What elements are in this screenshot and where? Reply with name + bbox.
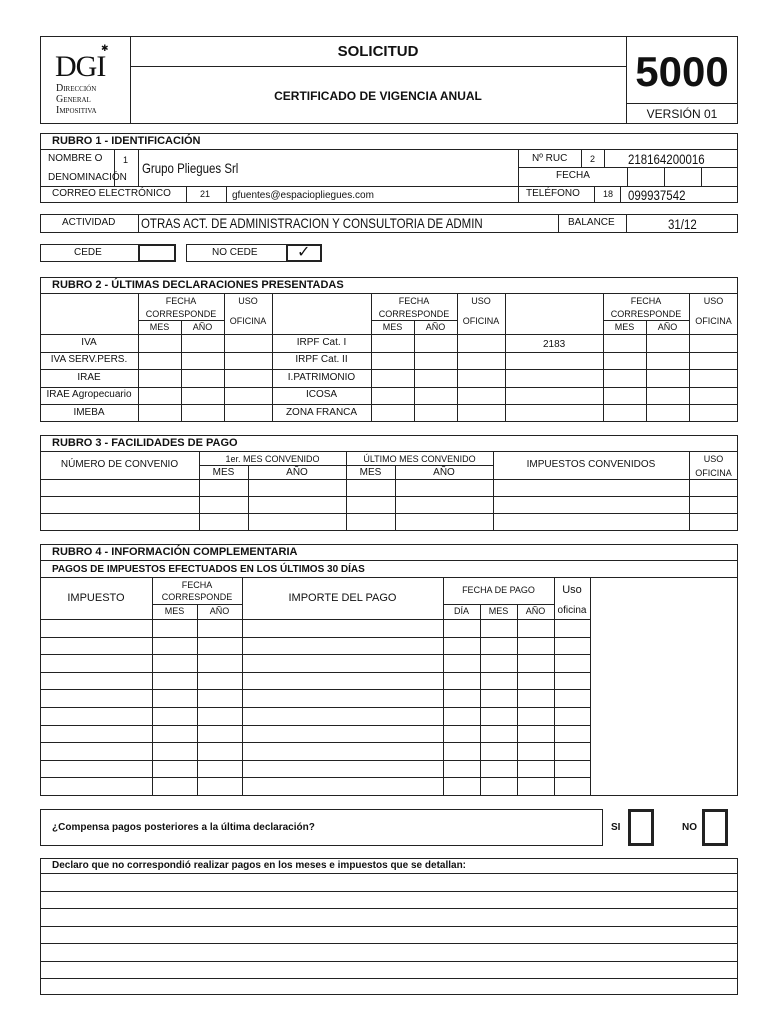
r2-oficina-1: OFICINA: [229, 316, 267, 326]
r2-oficina-3: OFICINA: [695, 316, 732, 326]
logo-sun-icon: ✱: [101, 43, 109, 53]
r2-tax-irpf-1: IRPF Cat. I: [296, 337, 347, 348]
nombre-label-2: DENOMINACIÓN: [48, 172, 127, 183]
r4-mes-2: MES: [488, 606, 509, 616]
nombre-code: 1: [123, 155, 129, 165]
balance-value[interactable]: 31/12: [668, 216, 697, 232]
no-cede-label: NO CEDE: [212, 247, 258, 258]
r2-uso-1: USO: [238, 296, 258, 306]
ruc-value[interactable]: 218164200016: [628, 151, 705, 167]
si-checkbox[interactable]: [628, 809, 654, 846]
cede-label: CEDE: [74, 247, 102, 258]
correo-value[interactable]: gfuentes@espaciopliegues.com: [232, 190, 374, 201]
r2-tax-patrimonio: I.PATRIMONIO: [287, 372, 356, 383]
r4-fecha-label: FECHA: [181, 580, 213, 590]
r3-mes-2: MES: [359, 467, 382, 478]
actividad-value[interactable]: OTRAS ACT. DE ADMINISTRACION Y CONSULTORIA DE ADMIN: [141, 215, 483, 231]
r2-tax-iva-serv: IVA SERV.PERS.: [50, 354, 128, 365]
compensa-question: ¿Compensa pagos posteriores a la última declaración?: [52, 822, 315, 833]
ruc-label: Nº RUC: [532, 153, 568, 164]
r2-tax-icosa: ICOSA: [305, 389, 338, 400]
form-version: VERSIÓN 01: [646, 107, 718, 121]
r2-corresponde-2: CORRESPONDE: [378, 309, 450, 319]
rubro-4-subheading: PAGOS DE IMPUESTOS EFECTUADOS EN LOS ÚLTIMOS 30 DÍAS: [52, 564, 365, 575]
logo-line-1: Dirección: [56, 83, 97, 94]
rubro-3-box: [40, 435, 738, 531]
telefono-label: TELÉFONO: [526, 188, 580, 199]
r3-ano-1: AÑO: [286, 467, 308, 478]
logo-line-2: General: [56, 94, 91, 105]
r4-dia-label: DÍA: [453, 606, 469, 616]
correo-code: 21: [200, 189, 211, 199]
r2-tax-imeba: IMEBA: [73, 407, 105, 418]
r3-ultimo-mes-label: ÚLTIMO MES CONVENIDO: [363, 454, 476, 464]
r3-uso-label: USO: [703, 454, 724, 464]
form-number: 5000: [635, 48, 729, 95]
r3-ano-2: AÑO: [433, 467, 455, 478]
r4-impuesto-label: IMPUESTO: [67, 592, 125, 604]
form-title: SOLICITUD: [337, 43, 419, 60]
nombre-label-1: NOMBRE O: [48, 153, 103, 164]
dgi-logo: DGI: [55, 50, 106, 83]
telefono-code: 18: [603, 189, 614, 199]
r4-oficina-label: oficina: [557, 605, 587, 616]
r2-col3-value[interactable]: 2183: [543, 339, 566, 350]
fecha-label: FECHA: [556, 170, 590, 181]
r2-mes-2: MES: [382, 322, 403, 332]
r3-primer-mes-label: 1er. MES CONVENIDO: [225, 454, 320, 464]
r3-oficina-label: OFICINA: [695, 468, 732, 478]
actividad-label: ACTIVIDAD: [62, 217, 116, 228]
r2-tax-iva: IVA: [81, 337, 97, 348]
r4-fecha-pago-label: FECHA DE PAGO: [462, 585, 535, 595]
r2-tax-zona-franca: ZONA FRANCA: [285, 407, 358, 418]
rubro-1-heading: RUBRO 1 - IDENTIFICACIÓN: [52, 135, 201, 147]
telefono-value[interactable]: 099937542: [628, 187, 686, 203]
r2-fecha-3: FECHA: [630, 296, 662, 306]
r4-ano-1: AÑO: [209, 606, 230, 616]
ruc-code: 2: [590, 154, 596, 164]
r4-importe-label: IMPORTE DEL PAGO: [288, 592, 397, 604]
form-subtitle: CERTIFICADO DE VIGENCIA ANUAL: [274, 89, 482, 103]
r4-corresponde-label: CORRESPONDE: [161, 592, 233, 602]
r2-fecha-2: FECHA: [398, 296, 430, 306]
r4-mes-1: MES: [164, 606, 185, 616]
no-checkbox[interactable]: [702, 809, 728, 846]
nombre-value[interactable]: Grupo Pliegues Srl: [142, 160, 239, 176]
r2-fecha-1: FECHA: [165, 296, 197, 306]
rubro-4-heading: RUBRO 4 - INFORMACIÓN COMPLEMENTARIA: [52, 546, 298, 558]
r2-mes-1: MES: [149, 322, 170, 332]
r2-tax-irpf-2: IRPF Cat. II: [295, 354, 348, 365]
balance-label: BALANCE: [568, 217, 615, 228]
logo-line-3: Impositiva: [56, 105, 97, 116]
r2-oficina-2: OFICINA: [462, 316, 500, 326]
cede-checkbox[interactable]: [138, 244, 176, 262]
rubro-3-heading: RUBRO 3 - FACILIDADES DE PAGO: [52, 437, 238, 449]
r2-tax-irae: IRAE: [77, 372, 101, 383]
r3-impuestos-label: IMPUESTOS CONVENIDOS: [526, 459, 656, 470]
rubro-2-heading: RUBRO 2 - ÚLTIMAS DECLARACIONES PRESENTADAS: [52, 279, 344, 291]
si-label: SI: [611, 822, 621, 833]
r4-uso-label: Uso: [562, 584, 582, 596]
r2-uso-3: USO: [703, 296, 724, 306]
r2-ano-1: AÑO: [192, 322, 213, 332]
r2-mes-3: MES: [614, 322, 635, 332]
r2-uso-2: USO: [471, 296, 491, 306]
r2-tax-irae-agro: IRAE Agropecuario: [46, 389, 132, 400]
r2-ano-2: AÑO: [425, 322, 446, 332]
declaro-text: Declaro que no correspondió realizar pagos en los meses e impuestos que se detallan:: [52, 860, 467, 871]
r2-corresponde-3: CORRESPONDE: [610, 309, 682, 319]
no-label: NO: [682, 822, 697, 833]
correo-label: CORREO ELECTRÓNICO: [52, 188, 171, 199]
r2-corresponde-1: CORRESPONDE: [145, 309, 217, 319]
rubro-4-box: [40, 544, 738, 796]
r3-mes-1: MES: [212, 467, 235, 478]
no-cede-checkmark: ✓: [297, 244, 311, 261]
r4-ano-2: AÑO: [525, 606, 546, 616]
r2-ano-3: AÑO: [657, 322, 678, 332]
r3-numero-label: NÚMERO DE CONVENIO: [60, 459, 179, 470]
